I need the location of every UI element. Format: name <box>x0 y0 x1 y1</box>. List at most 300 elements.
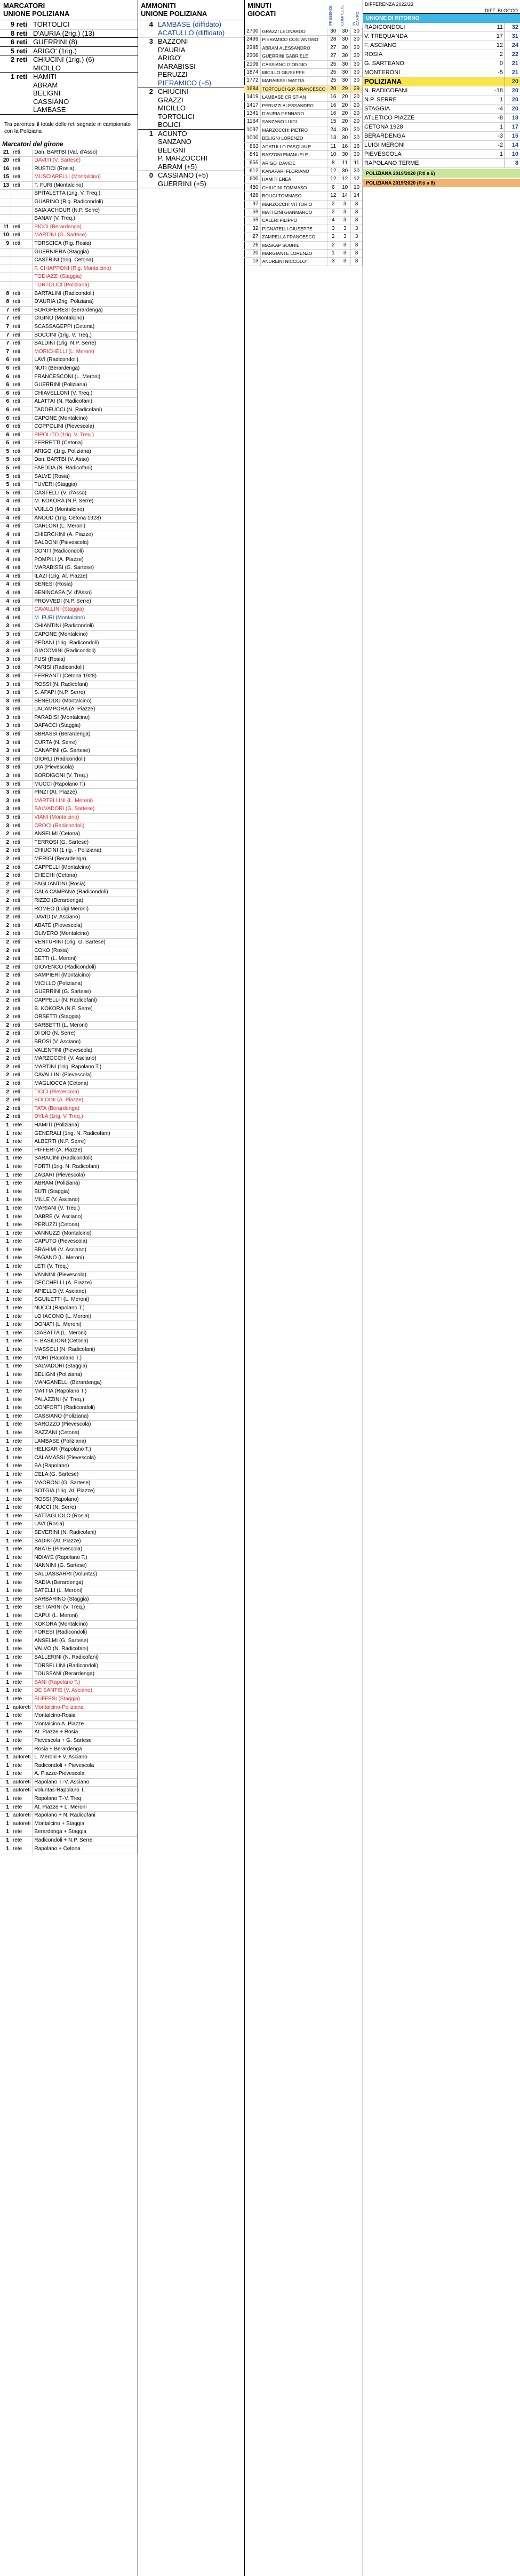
girone-scorer-count: 1 <box>0 1629 11 1637</box>
top-scorer-name: HAMITI <box>33 73 57 81</box>
minutes-complete: 30 <box>339 28 351 36</box>
girone-scorer-unit: reti <box>11 647 33 656</box>
girone-scorer-name: Rapolano T.-V. Treq. <box>33 1795 138 1804</box>
girone-scorer-unit: reti <box>11 431 33 439</box>
girone-scorer-unit: reti <box>11 1030 33 1038</box>
girone-scorer-unit: autoreti <box>11 1703 33 1712</box>
girone-scorer-unit: reti <box>11 157 33 165</box>
girone-scorer-name: T. FURI (Montalcino) <box>33 181 138 190</box>
girone-scorer-count: 4 <box>0 581 11 589</box>
girone-scorer-row <box>0 481 138 490</box>
girone-scorer-count: 3 <box>0 689 11 698</box>
top-scorer-row <box>0 55 138 64</box>
girone-scorer-count: 8 <box>0 290 11 298</box>
girone-scorer-row <box>0 805 138 814</box>
top-scorer-goals <box>0 89 31 98</box>
girone-scorer-unit: reti <box>11 697 33 706</box>
girone-scorer-count: 4 <box>0 506 11 515</box>
minutes-row <box>244 233 363 241</box>
minutes-complete: 29 <box>339 85 351 93</box>
standings-row <box>363 105 520 114</box>
minutes-in-campo: 16 <box>351 142 363 150</box>
minutes-row <box>244 85 363 93</box>
standings-team: RAPOLANO TERME <box>363 159 485 168</box>
girone-scorer-row <box>0 1279 138 1288</box>
girone-scorer-name: LACAMPORA (A. Piazze) <box>33 706 138 714</box>
girone-scorer-count: 4 <box>0 606 11 614</box>
girone-scorer-name: Montalcino A. Piazze <box>33 1720 138 1729</box>
minutes-presenze: 4 <box>327 217 339 225</box>
girone-scorer-name: CELA (G. Sartese) <box>33 1470 138 1479</box>
minutes-total: 841 <box>244 151 260 159</box>
girone-scorer-unit: rete <box>11 1495 33 1504</box>
girone-scorer-count: 1 <box>0 1296 11 1305</box>
minutes-complete: 30 <box>339 52 351 60</box>
minutes-in-campo: 30 <box>351 36 363 44</box>
girone-scorer-count: 6 <box>0 356 11 365</box>
girone-scorer-unit: reti <box>11 290 33 298</box>
girone-scorer-count: 1 <box>0 1770 11 1779</box>
girone-scorer-name: NDIAYE (Rapolano T.) <box>33 1554 138 1562</box>
girone-scorer-unit: reti <box>11 988 33 997</box>
girone-scorer-count: 1 <box>0 1421 11 1429</box>
top-scorer-name: MICILLO <box>33 63 61 72</box>
col-head-complete: COMPLETE <box>341 5 345 26</box>
girone-scorer-unit: reti <box>11 498 33 506</box>
girone-scorer-unit: rete <box>11 1163 33 1171</box>
girone-scorer-unit: reti <box>11 914 33 922</box>
girone-scorer-row <box>0 1346 138 1355</box>
girone-scorer-unit: reti <box>11 614 33 622</box>
booked-row <box>138 129 244 138</box>
girone-scorer-row <box>0 1180 138 1188</box>
minutes-row <box>244 126 363 134</box>
girone-scorer-row <box>0 206 138 215</box>
girone-scorer-name: OLIVERO (Montalcino) <box>33 930 138 939</box>
girone-scorer-name: DAVID (V. Asciano) <box>33 914 138 922</box>
girone-scorer-row <box>0 1254 138 1263</box>
girone-scorer-unit: rete <box>11 1612 33 1621</box>
minutes-player-name: MARZOCCHI PIETRO <box>260 126 327 134</box>
girone-scorer-row <box>0 572 138 581</box>
girone-scorer-count: 1 <box>0 1346 11 1355</box>
girone-scorer-unit: rete <box>11 1712 33 1721</box>
girone-scorer-name: Rosia + Berardenga <box>33 1745 138 1754</box>
girone-scorer-row <box>0 1005 138 1013</box>
standings-team: BERARDENGA <box>363 132 485 141</box>
girone-scorer-unit: rete <box>11 1720 33 1729</box>
girone-scorer-name: BRAHIMI (V. Asciano) <box>33 1246 138 1254</box>
girone-scorer-row <box>0 614 138 622</box>
minutes-presenze: 15 <box>327 118 339 126</box>
girone-scorer-count: 1 <box>0 1512 11 1521</box>
girone-scorer-count: 7 <box>0 315 11 323</box>
girone-scorer-unit: reti <box>11 1063 33 1071</box>
girone-scorer-row <box>0 1571 138 1579</box>
top-scorer-goals: 9 reti <box>10 20 27 28</box>
girone-scorer-row <box>0 340 138 348</box>
girone-scorer-name: MUSCIARELLI (Montalcino) <box>33 173 138 182</box>
booked-row <box>138 163 244 171</box>
girone-scorer-count: 1 <box>0 1379 11 1388</box>
girone-scorer-row <box>0 639 138 647</box>
girone-scorer-row <box>0 963 138 972</box>
girone-scorer-unit: rete <box>11 1387 33 1396</box>
girone-scorer-unit: reti <box>11 165 33 173</box>
girone-scorer-unit: reti <box>11 681 33 689</box>
minutes-player-name: GUERRINI GABRIELE <box>260 52 327 60</box>
minutes-presenze: 30 <box>327 28 339 36</box>
booked-name: P. MARZOCCHI <box>158 154 207 162</box>
girone-scorer-count: 1 <box>0 1837 11 1845</box>
girone-scorer-unit: reti <box>11 597 33 606</box>
standings-team: STAGGIA <box>363 105 485 114</box>
minutes-row <box>244 36 363 44</box>
minutes-complete: 30 <box>339 126 351 134</box>
girone-scorer-count <box>0 215 11 223</box>
standings-row <box>363 114 520 123</box>
girone-scorer-name: ROSSI (Rapolano) <box>33 1495 138 1504</box>
girone-scorer-count: 6 <box>0 398 11 406</box>
booked-count: 1 <box>149 129 153 138</box>
girone-scorer-unit: reti <box>11 689 33 698</box>
girone-scorer-name: FORESI (Radicondoli) <box>33 1629 138 1637</box>
girone-scorer-unit: rete <box>11 1512 33 1521</box>
girone-scorer-name: CIGINO (Montalcino) <box>33 315 138 323</box>
girone-scorer-count: 10 <box>0 231 11 240</box>
girone-scorer-row <box>0 772 138 781</box>
booked-count <box>138 146 156 155</box>
girone-scorer-name: PARISI (Radicondoli) <box>33 664 138 673</box>
girone-scorer-row <box>0 797 138 805</box>
girone-scorer-name: BALDASSARRI (Voluntas) <box>33 1571 138 1579</box>
girone-scorer-row <box>0 1521 138 1529</box>
girone-scorer-unit: reti <box>11 1021 33 1030</box>
girone-scorer-unit: reti <box>11 1071 33 1080</box>
girone-scorer-row <box>0 997 138 1005</box>
girone-scorer-count: 2 <box>0 1030 11 1038</box>
booked-count: 0 <box>149 171 153 179</box>
girone-scorer-row <box>0 1754 138 1762</box>
girone-scorer-unit: rete <box>11 1637 33 1645</box>
top-scorer-goals: 2 reti <box>10 55 27 63</box>
girone-scorer-row <box>0 1263 138 1271</box>
girone-scorer-row <box>0 381 138 390</box>
girone-scorer-count: 1 <box>0 1437 11 1446</box>
girone-scorer-unit: reti <box>11 938 33 947</box>
girone-scorer-row <box>0 298 138 307</box>
standings-diff <box>485 159 505 168</box>
girone-scorer-row <box>0 556 138 564</box>
girone-scorer-unit: rete <box>11 1729 33 1737</box>
girone-scorer-unit <box>11 198 33 207</box>
minutes-in-campo: 20 <box>351 110 363 118</box>
girone-scorer-row <box>0 1396 138 1404</box>
girone-scorer-name: CONTI (Radicondoli) <box>33 548 138 556</box>
girone-scorer-name: TUVERI (Staggia) <box>33 481 138 490</box>
booked-name: CHIUCINI <box>158 87 189 95</box>
girone-scorer-unit: rete <box>11 1454 33 1462</box>
standings-row <box>363 150 520 159</box>
girone-scorer-unit: rete <box>11 1213 33 1221</box>
minutes-total: 1684 <box>244 85 260 93</box>
girone-scorer-row <box>0 755 138 764</box>
girone-scorer-name: LO IACONO (L. Meroni) <box>33 1313 138 1321</box>
girone-scorer-unit: rete <box>11 1229 33 1238</box>
minutes-row <box>244 142 363 150</box>
girone-scorer-unit: reti <box>11 855 33 863</box>
girone-scorer-count: 1 <box>0 1479 11 1487</box>
booked-row <box>138 146 244 155</box>
minutes-in-campo: 30 <box>351 69 363 77</box>
girone-scorer-count: 1 <box>0 1263 11 1271</box>
booked-row <box>138 121 244 129</box>
girone-scorer-unit: rete <box>11 1479 33 1487</box>
girone-scorer-row <box>0 539 138 548</box>
girone-scorer-row <box>0 1163 138 1171</box>
girone-scorer-count: 3 <box>0 647 11 656</box>
minutes-total: 97 <box>244 200 260 208</box>
girone-scorer-count: 6 <box>0 373 11 381</box>
girone-scorer-count: 1 <box>0 1687 11 1695</box>
girone-scorer-name: DE SANTIS (V. Asciano) <box>33 1687 138 1695</box>
girone-scorer-unit: reti <box>11 331 33 340</box>
girone-scorer-unit: rete <box>11 1196 33 1205</box>
girone-scorer-unit: reti <box>11 863 33 872</box>
booked-name: CASSIANO (+5) <box>158 171 209 179</box>
girone-scorer-name: Rapolano + N. Radicofani <box>33 1812 138 1820</box>
minutes-player-name: BOLICI TOMMASO <box>260 192 327 200</box>
standings-diff: 1 <box>485 150 505 159</box>
girone-scorer-unit: rete <box>11 1346 33 1355</box>
girone-scorer-name: FERRANTI (Cetona 1928) <box>33 672 138 681</box>
girone-scorer-row <box>0 331 138 340</box>
classifica-girone-label: UNIONE DI RITORNO <box>363 14 520 23</box>
girone-scorer-unit: rete <box>11 1446 33 1454</box>
girone-scorer-name: CAPONE (Montalcino) <box>33 414 138 423</box>
girone-scorer-unit: rete <box>11 1462 33 1471</box>
girone-scorer-row <box>0 1088 138 1097</box>
girone-scorer-name: SALVADORI (G. Sartese) <box>33 805 138 814</box>
girone-scorer-unit: rete <box>11 1429 33 1437</box>
girone-scorer-name: TOUSSANI (Berardenga) <box>33 1670 138 1679</box>
top-scorer-row <box>0 73 138 81</box>
girone-scorer-unit: reti <box>11 531 33 539</box>
booked-name: MARABISSI <box>158 62 196 70</box>
girone-scorer-count: 1 <box>0 1329 11 1338</box>
booked-row <box>138 171 244 180</box>
girone-scorer-name: CALAMASSI (Pievescola) <box>33 1454 138 1462</box>
minutes-complete: 30 <box>339 167 351 175</box>
girone-scorer-count: 1 <box>0 1778 11 1787</box>
girone-scorer-row <box>0 1387 138 1396</box>
girone-scorer-unit: rete <box>11 1629 33 1637</box>
girone-scorer-count: 4 <box>0 523 11 531</box>
girone-scorer-name: POMPILI (A. Piazze) <box>33 556 138 564</box>
girone-scorer-count: 1 <box>0 1462 11 1471</box>
girone-scorer-name: GIACOMINI (Radicondoli) <box>33 647 138 656</box>
girone-scorer-row <box>0 398 138 406</box>
girone-scorer-unit: reti <box>11 548 33 556</box>
girone-scorer-unit: reti <box>11 523 33 531</box>
minutes-player-name: HAMITI ENEA <box>260 175 327 183</box>
girone-scorer-unit <box>11 282 33 290</box>
minutes-player-name: MASKAP SOUHIL <box>260 241 327 249</box>
girone-scorer-unit: reti <box>11 306 33 315</box>
minutes-presenze: 25 <box>327 60 339 68</box>
girone-scorer-row <box>0 739 138 747</box>
girone-scorer-count: 1 <box>0 1279 11 1288</box>
girone-scorer-unit: autoreti <box>11 1778 33 1787</box>
girone-scorer-name: A. Piazze-Pievescola <box>33 1770 138 1779</box>
girone-scorer-count: 1 <box>0 1645 11 1654</box>
standings-diff <box>485 77 505 86</box>
girone-scorer-name: BARBETTI (L. Meroni) <box>33 1021 138 1030</box>
girone-scorer-unit: reti <box>11 456 33 465</box>
girone-scorer-row <box>0 1745 138 1754</box>
girone-scorer-row <box>0 847 138 855</box>
girone-scorer-name: HAMITI (Poliziana) <box>33 1121 138 1130</box>
standings-row <box>363 141 520 150</box>
girone-scorer-count: 6 <box>0 381 11 390</box>
girone-scorer-count: 1 <box>0 1321 11 1330</box>
minutes-in-campo: 20 <box>351 101 363 109</box>
girone-scorer-name: VANNINI (Pievescola) <box>33 1271 138 1279</box>
girone-scorer-row <box>0 863 138 872</box>
minutes-presenze: 11 <box>327 142 339 150</box>
minutes-in-campo: 3 <box>351 258 363 266</box>
girone-scorer-name: SBRASSI (Berardenga) <box>33 731 138 739</box>
girone-scorer-row <box>0 597 138 606</box>
girone-scorer-row <box>0 1379 138 1388</box>
girone-scorer-unit: rete <box>11 1171 33 1180</box>
girone-scorer-count: 3 <box>0 739 11 747</box>
top-scorer-row <box>0 89 138 98</box>
classifica-header-blocco: DIFF. BLOCCO <box>484 8 518 13</box>
girone-scorer-row <box>0 1429 138 1437</box>
girone-scorer-count: 4 <box>0 556 11 564</box>
girone-scorer-row <box>0 1238 138 1246</box>
girone-scorer-count: 4 <box>0 589 11 597</box>
girone-scorer-unit: reti <box>11 1105 33 1113</box>
minutes-presenze: 25 <box>327 77 339 85</box>
girone-scorer-unit: reti <box>11 889 33 897</box>
girone-scorer-row <box>0 1446 138 1454</box>
girone-scorer-count: 1 <box>0 1305 11 1313</box>
girone-scorer-name: HELIGAR (Rapolano T.) <box>33 1446 138 1454</box>
girone-scorer-count: 2 <box>0 980 11 988</box>
booked-count <box>138 180 156 188</box>
girone-scorer-row <box>0 1612 138 1621</box>
girone-scorer-unit: rete <box>11 1204 33 1213</box>
girone-scorer-count: 1 <box>0 1529 11 1538</box>
minutes-complete: 3 <box>339 225 351 233</box>
girone-scorer-unit: rete <box>11 1579 33 1587</box>
girone-scorer-unit: rete <box>11 1803 33 1812</box>
standings-team: CETONA 1928 <box>363 123 485 132</box>
booked-row <box>138 180 244 188</box>
booked-row <box>138 54 244 62</box>
girone-scorer-row <box>0 1246 138 1254</box>
girone-scorer-unit: rete <box>11 1795 33 1804</box>
girone-scorer-count: 1 <box>0 1571 11 1579</box>
minutes-complete: 3 <box>339 200 351 208</box>
minutes-complete: 30 <box>339 134 351 142</box>
girone-scorer-unit: reti <box>11 514 33 523</box>
girone-scorer-count: 1 <box>0 1287 11 1296</box>
girone-scorer-count: 1 <box>0 1637 11 1645</box>
girone-scorer-name: SENESI (Rosia) <box>33 581 138 589</box>
girone-scorer-count: 2 <box>0 1105 11 1113</box>
girone-scorer-count: 2 <box>0 972 11 980</box>
girone-scorer-count: 1 <box>0 1787 11 1795</box>
standings-row <box>363 32 520 41</box>
girone-scorer-row <box>0 1305 138 1313</box>
girone-scorer-row <box>0 972 138 980</box>
girone-scorer-count: 3 <box>0 805 11 814</box>
girone-scorer-name: ANOUD (1rig. Cetona 1928) <box>33 514 138 523</box>
minutes-in-campo: 30 <box>351 151 363 159</box>
girone-scorer-name: CHIUCINI (1 rig. - Poliziana) <box>33 847 138 855</box>
minutes-row <box>244 44 363 52</box>
girone-scorer-row <box>0 838 138 847</box>
girone-scorer-unit: reti <box>11 581 33 589</box>
girone-scorer-count: 4 <box>0 498 11 506</box>
girone-scorer-row <box>0 447 138 456</box>
top-scorer-row <box>0 106 138 114</box>
girone-scorer-count: 1 <box>0 1338 11 1346</box>
girone-scorer-unit: reti <box>11 1088 33 1097</box>
standings-points: 8 <box>505 159 520 168</box>
standings-team: POLIZIANA <box>363 77 485 86</box>
girone-scorer-row <box>0 248 138 257</box>
girone-scorer-name: CAPPELLI (Montalcino) <box>33 863 138 872</box>
booked-count: 2 <box>149 87 153 95</box>
top-scorer-name: GUERRINI (8) <box>33 38 78 46</box>
booked-name: TORTOLICI <box>158 112 195 121</box>
girone-scorer-count: 3 <box>0 655 11 664</box>
minutes-total: 2700 <box>244 28 260 36</box>
girone-scorer-name: NUCCI (N. Serre) <box>33 1504 138 1513</box>
girone-scorer-name: VUILLO (Montalcino) <box>33 506 138 515</box>
girone-scorer-unit: reti <box>11 323 33 331</box>
girone-scorer-name: GUARINO (Rig. Radicondoli) <box>33 198 138 207</box>
minutes-total: 1874 <box>244 69 260 77</box>
girone-scorer-unit: rete <box>11 1138 33 1147</box>
minutes-complete: 20 <box>339 118 351 126</box>
girone-scorer-count <box>0 265 11 273</box>
girone-scorer-row <box>0 356 138 365</box>
booked-count <box>138 79 156 87</box>
girone-scorer-row <box>0 1595 138 1604</box>
minutes-in-campo: 3 <box>351 208 363 216</box>
girone-scorer-name: FORTI (1rig. N. Radicofani) <box>33 1163 138 1171</box>
girone-scorer-count: 3 <box>0 764 11 772</box>
standings-points: 10 <box>505 150 520 159</box>
girone-scorer-row <box>0 1138 138 1147</box>
minutes-total: 2109 <box>244 60 260 68</box>
girone-scorer-row <box>0 306 138 315</box>
girone-scorer-row <box>0 548 138 556</box>
minutes-row <box>244 225 363 233</box>
minutes-complete: 3 <box>339 208 351 216</box>
girone-scorer-count: 1 <box>0 1412 11 1421</box>
girone-scorer-unit: reti <box>11 564 33 573</box>
girone-scorer-count: 13 <box>0 181 11 190</box>
girone-scorer-unit: reti <box>11 348 33 356</box>
girone-scorer-count: 1 <box>0 1803 11 1812</box>
girone-scorer-row <box>0 1703 138 1712</box>
